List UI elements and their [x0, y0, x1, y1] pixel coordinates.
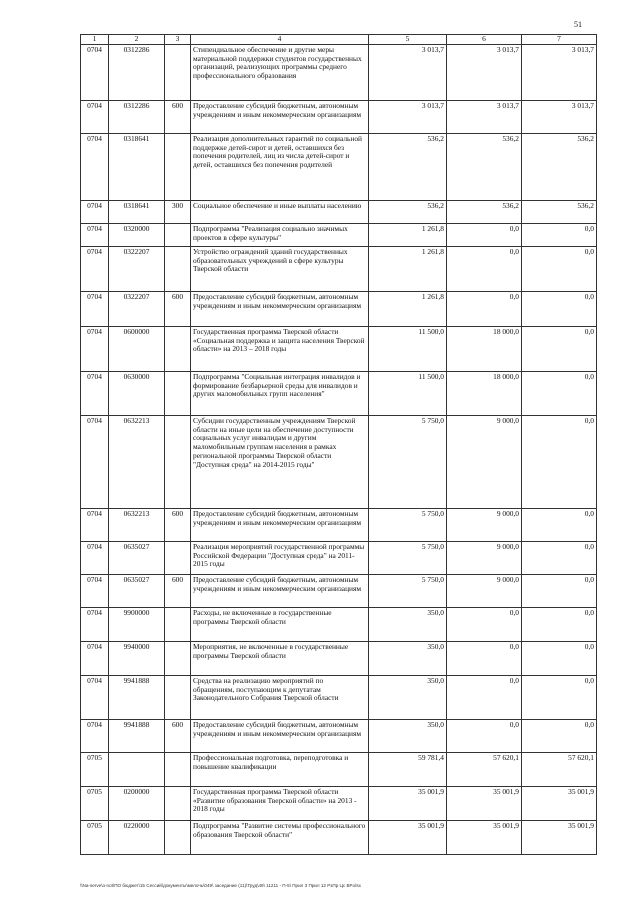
cell-amount-col5: 5 750,0	[369, 416, 447, 509]
cell-amount-col5: 11 500,0	[369, 372, 447, 416]
cell-section-code: 0705	[81, 787, 109, 821]
cell-target-code: 0630000	[109, 372, 165, 416]
cell-amount-col6: 0,0	[447, 720, 522, 753]
table-row	[81, 575, 597, 608]
cell-item-name: Мероприятия, не включенные в государственные программы Тверской области	[191, 642, 369, 676]
cell-expense-type	[165, 676, 191, 720]
table-row	[81, 509, 597, 542]
cell-amount-col6: 35 001,9	[447, 821, 522, 855]
cell-item-name: Устройство ограждений зданий государственных образовательных учреждений в сфере культуры Тверской области	[191, 247, 369, 292]
cell-item-name: Субсидии государственным учреждениям Тверской области на иные цели на обеспечение доступности социальных услуг инвалидам и другим маломобильным группам населения в рамках региональной программы Тверской области "Доступная среда" на 2014-2015 годы"	[191, 416, 369, 509]
table-row	[81, 134, 597, 201]
cell-amount-col6: 3 013,7	[447, 45, 522, 101]
cell-amount-col5: 536,2	[369, 201, 447, 224]
cell-amount-col5: 35 001,9	[369, 821, 447, 855]
cell-expense-type: 600	[165, 575, 191, 608]
table-row	[81, 292, 597, 327]
cell-section-code: 0704	[81, 416, 109, 509]
table-row	[81, 542, 597, 575]
table-row	[81, 720, 597, 753]
cell-amount-col7: 0,0	[522, 224, 597, 247]
cell-expense-type	[165, 753, 191, 787]
cell-amount-col7: 0,0	[522, 720, 597, 753]
cell-amount-col7: 0,0	[522, 608, 597, 642]
table-row	[81, 753, 597, 787]
cell-target-code: 9941888	[109, 720, 165, 753]
cell-amount-col6: 57 620,1	[447, 753, 522, 787]
col-header: 2	[109, 35, 165, 45]
cell-item-name: Реализация мероприятий государственной программы Российской Федерации "Доступная среда" на 2011-2015 годы	[191, 542, 369, 575]
table-row	[81, 642, 597, 676]
cell-item-name: Государственная программа Тверской области «Социальная поддержка и защита населения Тверской области» на 2013 – 2018 годы	[191, 327, 369, 372]
cell-expense-type: 600	[165, 509, 191, 542]
cell-target-code: 0318641	[109, 134, 165, 201]
cell-amount-col5: 350,0	[369, 676, 447, 720]
cell-item-name: Стипендиальное обеспечение и другие меры материальной поддержки студентов государственных организаций, реализующих программы среднего профессионального образования	[191, 45, 369, 101]
cell-amount-col5: 35 001,9	[369, 787, 447, 821]
cell-amount-col7: 35 001,9	[522, 787, 597, 821]
cell-item-name: Предоставление субсидий бюджетным, автономным учреждениям и иным некоммерческим организациям	[191, 101, 369, 134]
cell-item-name: Профессиональная подготовка, переподготовка и повышение квалификации	[191, 753, 369, 787]
cell-target-code: 0312286	[109, 45, 165, 101]
budget-table	[80, 34, 597, 855]
cell-amount-col6: 9 000,0	[447, 542, 522, 575]
cell-item-name: Предоставление субсидий бюджетным, автономным учреждениям и иным некоммерческим организациям	[191, 720, 369, 753]
cell-amount-col7: 0,0	[522, 542, 597, 575]
table-body	[81, 45, 597, 855]
cell-amount-col5: 11 500,0	[369, 327, 447, 372]
cell-expense-type	[165, 247, 191, 292]
cell-expense-type	[165, 642, 191, 676]
table-row	[81, 787, 597, 821]
table-row	[81, 416, 597, 509]
cell-expense-type: 600	[165, 101, 191, 134]
cell-item-name: Социальное обеспечение и иные выплаты населению	[191, 201, 369, 224]
cell-amount-col5: 3 013,7	[369, 101, 447, 134]
cell-expense-type	[165, 416, 191, 509]
cell-amount-col5: 1 261,8	[369, 224, 447, 247]
cell-item-name: Подпрограмма "Реализация социально значимых проектов в сфере культуры"	[191, 224, 369, 247]
cell-amount-col5: 350,0	[369, 608, 447, 642]
cell-amount-col7: 0,0	[522, 416, 597, 509]
cell-item-name: Расходы, не включенные в государственные программы Тверской области	[191, 608, 369, 642]
cell-section-code: 0704	[81, 542, 109, 575]
cell-amount-col6: 0,0	[447, 642, 522, 676]
cell-amount-col5: 59 781,4	[369, 753, 447, 787]
cell-target-code: 0318641	[109, 201, 165, 224]
cell-amount-col5: 3 013,7	[369, 45, 447, 101]
cell-expense-type: 600	[165, 720, 191, 753]
cell-amount-col6: 0,0	[447, 292, 522, 327]
cell-expense-type	[165, 327, 191, 372]
cell-target-code	[109, 753, 165, 787]
cell-amount-col6: 0,0	[447, 247, 522, 292]
cell-amount-col7: 0,0	[522, 676, 597, 720]
cell-expense-type: 600	[165, 292, 191, 327]
cell-amount-col6: 9 000,0	[447, 575, 522, 608]
cell-expense-type	[165, 134, 191, 201]
cell-section-code: 0704	[81, 134, 109, 201]
cell-amount-col6: 536,2	[447, 134, 522, 201]
cell-section-code: 0704	[81, 247, 109, 292]
table-row	[81, 45, 597, 101]
cell-section-code: 0705	[81, 753, 109, 787]
cell-section-code: 0704	[81, 224, 109, 247]
cell-item-name: Подпрограмма "Развитие системы профессионального образования Тверской области"	[191, 821, 369, 855]
page-number: 51	[574, 20, 582, 29]
table-row	[81, 327, 597, 372]
cell-item-name: Реализация дополнительных гарантий по социальной поддержке детей-сирот и детей, оставшихся без попечения родителей, лиц из числа детей-сирот и детей, оставшихся без попечения родителей	[191, 134, 369, 201]
cell-target-code: 0312286	[109, 101, 165, 134]
cell-expense-type	[165, 787, 191, 821]
cell-expense-type	[165, 372, 191, 416]
cell-section-code: 0704	[81, 45, 109, 101]
table-row	[81, 101, 597, 134]
cell-section-code: 0704	[81, 101, 109, 134]
cell-section-code: 0704	[81, 642, 109, 676]
cell-section-code: 0704	[81, 720, 109, 753]
cell-amount-col5: 5 750,0	[369, 509, 447, 542]
cell-target-code: 0600000	[109, 327, 165, 372]
cell-amount-col7: 536,2	[522, 201, 597, 224]
cell-amount-col7: 0,0	[522, 292, 597, 327]
cell-section-code: 0704	[81, 201, 109, 224]
cell-target-code: 9941888	[109, 676, 165, 720]
cell-target-code: 0322207	[109, 247, 165, 292]
cell-amount-col6: 35 001,9	[447, 787, 522, 821]
cell-amount-col5: 1 261,8	[369, 247, 447, 292]
cell-section-code: 0704	[81, 608, 109, 642]
cell-amount-col7: 3 013,7	[522, 101, 597, 134]
cell-target-code: 0220000	[109, 821, 165, 855]
cell-target-code: 0632213	[109, 416, 165, 509]
cell-item-name: Подпрограмма "Социальная интеграция инвалидов и формирование безбарьерной среды для инвалидов и других маломобильных групп населения"	[191, 372, 369, 416]
cell-amount-col5: 350,0	[369, 642, 447, 676]
cell-item-name: Предоставление субсидий бюджетным, автономным учреждениям и иным некоммерческим организациям	[191, 575, 369, 608]
file-path-footer: \\Na-serve\o-not\ПО бюджет\15 Сессий\документы\мелочь\049\ заседание (11)\Труд\49\ 11211 - П-5\ Прил 3 Прил 12 РзПр Цс ВР.xlsx	[80, 883, 361, 888]
table-row	[81, 224, 597, 247]
table-header-row	[81, 35, 597, 45]
cell-amount-col7: 0,0	[522, 372, 597, 416]
table-row	[81, 608, 597, 642]
cell-target-code: 0200000	[109, 787, 165, 821]
cell-expense-type: 300	[165, 201, 191, 224]
cell-amount-col6: 18 000,0	[447, 327, 522, 372]
cell-amount-col6: 3 013,7	[447, 101, 522, 134]
cell-amount-col6: 536,2	[447, 201, 522, 224]
table-row	[81, 372, 597, 416]
cell-item-name: Государственная программа Тверской области «Развитие образования Тверской области» на 2013 - 2018 годы	[191, 787, 369, 821]
cell-section-code: 0704	[81, 292, 109, 327]
cell-amount-col7: 35 001,9	[522, 821, 597, 855]
col-header: 4	[191, 35, 369, 45]
cell-target-code: 0635027	[109, 575, 165, 608]
cell-item-name: Предоставление субсидий бюджетным, автономным учреждениям и иным некоммерческим организациям	[191, 292, 369, 327]
cell-section-code: 0704	[81, 509, 109, 542]
cell-section-code: 0704	[81, 372, 109, 416]
cell-expense-type	[165, 608, 191, 642]
cell-amount-col6: 0,0	[447, 224, 522, 247]
cell-expense-type	[165, 542, 191, 575]
cell-expense-type	[165, 45, 191, 101]
cell-amount-col6: 0,0	[447, 608, 522, 642]
table-row	[81, 676, 597, 720]
cell-amount-col7: 0,0	[522, 327, 597, 372]
col-header: 5	[369, 35, 447, 45]
cell-target-code: 0322207	[109, 292, 165, 327]
col-header: 7	[522, 35, 597, 45]
table-row	[81, 821, 597, 855]
cell-amount-col7: 0,0	[522, 642, 597, 676]
cell-target-code: 9940000	[109, 642, 165, 676]
cell-amount-col5: 1 261,8	[369, 292, 447, 327]
cell-amount-col7: 3 013,7	[522, 45, 597, 101]
cell-amount-col5: 536,2	[369, 134, 447, 201]
cell-amount-col5: 350,0	[369, 720, 447, 753]
cell-amount-col6: 18 000,0	[447, 372, 522, 416]
cell-amount-col5: 5 750,0	[369, 542, 447, 575]
cell-expense-type	[165, 821, 191, 855]
col-header: 3	[165, 35, 191, 45]
cell-item-name: Предоставление субсидий бюджетным, автономным учреждениям и иным некоммерческим организациям	[191, 509, 369, 542]
cell-target-code: 0632213	[109, 509, 165, 542]
cell-section-code: 0704	[81, 676, 109, 720]
cell-target-code: 9900000	[109, 608, 165, 642]
cell-expense-type	[165, 224, 191, 247]
table-row	[81, 201, 597, 224]
cell-amount-col7: 0,0	[522, 247, 597, 292]
cell-amount-col6: 0,0	[447, 676, 522, 720]
col-header: 6	[447, 35, 522, 45]
cell-target-code: 0320000	[109, 224, 165, 247]
cell-amount-col7: 536,2	[522, 134, 597, 201]
cell-amount-col7: 0,0	[522, 575, 597, 608]
cell-section-code: 0704	[81, 327, 109, 372]
cell-amount-col7: 0,0	[522, 509, 597, 542]
cell-amount-col5: 5 750,0	[369, 575, 447, 608]
cell-section-code: 0705	[81, 821, 109, 855]
cell-target-code: 0635027	[109, 542, 165, 575]
col-header: 1	[81, 35, 109, 45]
cell-section-code: 0704	[81, 575, 109, 608]
cell-amount-col6: 9 000,0	[447, 509, 522, 542]
cell-amount-col7: 57 620,1	[522, 753, 597, 787]
table-row	[81, 247, 597, 292]
cell-amount-col6: 9 000,0	[447, 416, 522, 509]
cell-item-name: Средства на реализацию мероприятий по обращениям, поступающим к депутатам Законодательного Собрания Тверской области	[191, 676, 369, 720]
